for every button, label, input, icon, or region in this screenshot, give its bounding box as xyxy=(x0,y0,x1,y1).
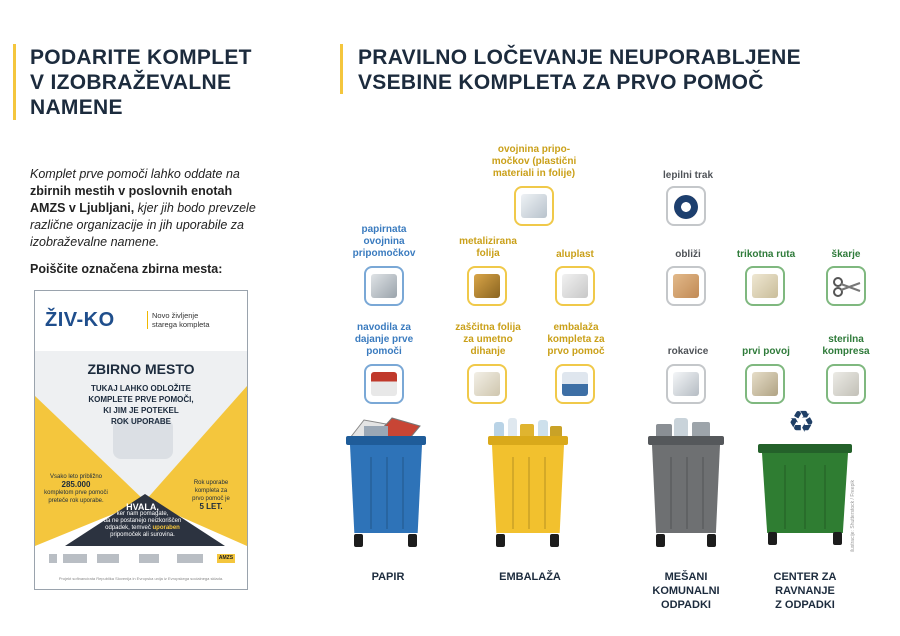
label-line: folija xyxy=(476,248,500,259)
find-label: Poiščite označena zbirna mesta: xyxy=(30,262,223,276)
label-line: ovojnina xyxy=(363,236,405,247)
label-line: kompresa xyxy=(822,346,870,357)
bin-wheel xyxy=(408,534,417,547)
bin-waste-center xyxy=(762,444,848,546)
sterile-compress-icon xyxy=(833,372,859,396)
bin-label-line: RAVNANJE xyxy=(775,585,835,597)
item-metallised-foil xyxy=(467,266,507,306)
label-line: kompleta za xyxy=(547,334,605,345)
bin-wheel xyxy=(496,534,505,547)
item-breathing-foil xyxy=(467,364,507,404)
item-kit-packaging xyxy=(555,364,595,404)
scissors-icon xyxy=(832,276,862,298)
left-heading xyxy=(30,45,252,120)
bin-rib xyxy=(402,457,404,529)
foil-blanket-icon xyxy=(474,274,500,298)
poster-subtitle-2: KOMPLETE PRVE POMOČI, xyxy=(88,395,194,404)
bin-wheel xyxy=(833,532,842,545)
sponsor-logo xyxy=(63,554,87,563)
triangle-cloth-icon xyxy=(752,274,778,298)
bin-rib xyxy=(702,457,704,529)
item-tape xyxy=(666,186,706,226)
kit-box-icon xyxy=(562,372,588,396)
intro-text xyxy=(30,166,280,251)
sponsor-logo xyxy=(177,554,203,563)
item-plasters xyxy=(666,266,706,306)
bin-wheel xyxy=(768,532,777,545)
poster-title: ZBIRNO MESTO xyxy=(87,361,195,377)
label-sterile-compress xyxy=(808,334,884,358)
sponsor-logo xyxy=(49,554,57,563)
intro-line-3b: kjer jih bodo prevzele xyxy=(134,201,256,215)
label-plasters: obliži xyxy=(675,249,701,260)
label-line: za umetno xyxy=(463,334,513,345)
breathing-foil-icon xyxy=(474,372,500,396)
bin-packaging-lid xyxy=(488,436,568,445)
label-line: materiali in folije) xyxy=(492,168,576,179)
bin-label-paper: PAPIR xyxy=(371,571,405,583)
item-sterile-compress xyxy=(826,364,866,404)
poster-left-3: preteče rok uporabe. xyxy=(48,498,104,504)
bin-mixed xyxy=(652,436,720,546)
label-triangle-cloth: trikotna ruta xyxy=(736,249,796,260)
poster-thanks xyxy=(95,504,190,539)
bin-label-line: MEŠANI xyxy=(664,571,708,583)
label-line: papirnata xyxy=(361,224,407,235)
poster-subtitle-3: KI JIM JE POTEKEL xyxy=(103,406,179,415)
gloves-icon xyxy=(673,372,699,396)
label-breathing-foil xyxy=(448,322,528,358)
label-tape: lepilni trak xyxy=(662,170,713,181)
poster-left-num: 285.000 xyxy=(61,480,91,489)
collection-point-poster xyxy=(34,290,248,590)
label-line: dajanje prve xyxy=(354,334,414,345)
poster-left-1: Vsako leto približno xyxy=(49,474,103,480)
label-gloves: rokavice xyxy=(667,346,709,357)
label-metallised-foil xyxy=(448,236,528,260)
bin-rib xyxy=(370,457,372,529)
amzs-logo: AMZS xyxy=(218,555,234,561)
intro-line-2: zbirnih mestih v poslovnih enotah xyxy=(30,184,233,198)
poster-logo-sub-1: Novo življenje xyxy=(152,311,199,320)
bin-paper-lid xyxy=(346,436,426,445)
label-line: dihanje xyxy=(470,346,506,357)
right-heading-accent xyxy=(340,44,343,94)
label-line: navodila za xyxy=(357,322,411,333)
bin-rib xyxy=(784,465,786,529)
left-heading-accent xyxy=(13,44,16,120)
first-bandage-icon xyxy=(752,372,778,396)
item-scissors xyxy=(826,266,866,306)
label-line: sterilna xyxy=(828,334,864,345)
intro-line-1: Komplet prve pomoči lahko oddate na xyxy=(30,167,240,181)
poster-thanks-4: pripomoček ali surovina. xyxy=(110,532,175,538)
bin-rib xyxy=(670,457,672,529)
bin-rib xyxy=(512,457,514,529)
bin-label-packaging: EMBALAŽA xyxy=(499,571,561,583)
poster-thanks-2: da ne postanejo neizkoriščen xyxy=(103,518,182,524)
poster-subtitle-1: TUKAJ LAHKO ODLOŽITE xyxy=(91,384,191,393)
sponsor-logo xyxy=(139,554,159,563)
bin-label-center xyxy=(760,570,850,612)
poster-right-num: 5 LET. xyxy=(199,502,223,511)
bandage-icon xyxy=(673,274,699,298)
sponsor-logo xyxy=(97,554,119,563)
bin-rib xyxy=(544,457,546,529)
item-first-bandage xyxy=(745,364,785,404)
bin-label-line: Z ODPADKI xyxy=(775,599,835,611)
item-instructions xyxy=(364,364,404,404)
label-line: pripomočkov xyxy=(352,248,416,259)
tape-roll-icon xyxy=(674,195,698,219)
poster-sponsors xyxy=(35,546,247,589)
label-line: močkov (plastični xyxy=(491,156,577,167)
bin-rib xyxy=(386,457,388,529)
item-triangle-cloth xyxy=(745,266,785,306)
bin-mixed-lid xyxy=(648,436,724,445)
intro-line-5: izobraževalne namene. xyxy=(30,235,160,249)
bin-packaging xyxy=(492,436,564,546)
right-heading xyxy=(358,45,801,95)
intro-line-4: različne organizacije in jih uporabile za xyxy=(30,218,245,232)
label-plastic-wrapping xyxy=(482,144,586,180)
bin-label-line: ODPADKI xyxy=(661,599,711,611)
label-aluplast: aluplast xyxy=(556,249,594,260)
bin-center-lid xyxy=(758,444,852,453)
poster-left-2: kompletom prve pomoči xyxy=(44,490,108,496)
left-heading-line-2: V IZOBRAŽEVALNE xyxy=(30,71,232,94)
label-paper-wrapping xyxy=(345,224,423,260)
poster-thanks-hl: uporaben xyxy=(152,525,180,531)
bin-wheel xyxy=(707,534,716,547)
item-plastic-wrapping xyxy=(514,186,554,226)
bin-rib xyxy=(686,457,688,529)
label-line: metalizirana xyxy=(459,236,517,247)
left-heading-line-3: NAMENE xyxy=(30,96,123,119)
poster-right-3: prvo pomoč je xyxy=(192,496,230,502)
label-instructions xyxy=(345,322,423,358)
label-scissors: škarje xyxy=(831,249,861,260)
label-line: zaščitna folija xyxy=(455,322,521,333)
item-paper-wrapping xyxy=(364,266,404,306)
right-heading-line-1: PRAVILNO LOČEVANJE NEUPORABLJENE xyxy=(358,46,801,69)
label-kit-packaging xyxy=(538,322,614,358)
item-gloves xyxy=(666,364,706,404)
bin-rib xyxy=(528,457,530,529)
bin-label-line: CENTER ZA xyxy=(773,571,837,583)
intro-line-3: AMZS v Ljubljani, xyxy=(30,201,135,215)
paper-wrapping-icon xyxy=(371,274,397,298)
bin-label-line: KOMUNALNI xyxy=(652,585,720,597)
poster-thanks-title: HVALA, xyxy=(126,502,159,512)
label-line: ovojnina pripo- xyxy=(497,144,571,155)
instructions-leaflet-icon xyxy=(371,372,397,396)
bin-wheel xyxy=(550,534,559,547)
bin-rib xyxy=(824,465,826,529)
bin-rib xyxy=(804,465,806,529)
plastic-bag-icon xyxy=(521,194,547,218)
poster-thanks-3: odpadek, temveč xyxy=(105,525,151,531)
label-line: prvo pomoč xyxy=(547,346,605,357)
poster-subtitle-4: ROK UPORABE xyxy=(110,417,171,426)
aluplast-pack-icon xyxy=(562,274,588,298)
item-aluplast xyxy=(555,266,595,306)
poster-footnote: Projekt sofinancirata Republika Slovenija in Evropska unija iz Evropskega socialnega sklada. xyxy=(58,576,224,581)
bin-label-mixed xyxy=(644,570,728,612)
poster-header xyxy=(35,291,247,351)
left-heading-line-1: PODARITE KOMPLET xyxy=(30,46,252,69)
label-line: embalaža xyxy=(553,322,599,333)
poster-logo-sub xyxy=(147,311,210,329)
recycle-icon: ♻ xyxy=(788,405,815,440)
label-first-bandage: prvi povoj xyxy=(742,346,790,357)
bin-wheel xyxy=(656,534,665,547)
poster-stat-left xyxy=(41,473,111,505)
poster-right-2: kompleta za xyxy=(194,488,228,494)
poster-logo: ŽIV-KO xyxy=(45,309,115,331)
poster-thanks-1: ker nam pomagate, xyxy=(116,511,169,517)
poster-logo-sub-2: starega kompleta xyxy=(152,320,210,329)
illustration-credit: ilustracije: Shutterstock / Freepik xyxy=(850,480,856,553)
right-heading-line-2: VSEBINE KOMPLETA ZA PRVO POMOČ xyxy=(358,71,764,94)
bin-paper xyxy=(350,436,422,546)
label-line: pomoči xyxy=(366,346,402,357)
poster-right-1: Rok uporabe xyxy=(193,480,229,486)
bin-wheel xyxy=(354,534,363,547)
poster-stat-right xyxy=(181,479,241,511)
